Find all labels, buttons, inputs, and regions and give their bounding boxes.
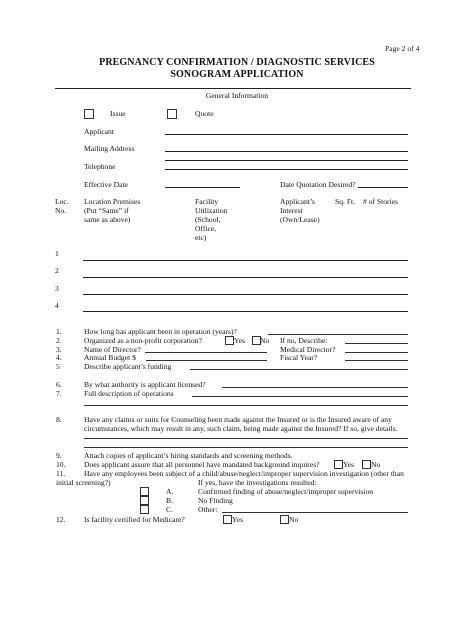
finding-b-checkbox[interactable] [140, 496, 149, 505]
claims-details-field-2[interactable] [84, 447, 408, 448]
telephone-field[interactable] [165, 169, 408, 170]
question-number: 10. [56, 460, 66, 469]
issue-label: Issue [110, 109, 126, 118]
license-authority-field[interactable] [222, 387, 408, 388]
location-number: 2 [55, 266, 59, 275]
yes-label: Yes [232, 515, 244, 524]
quote-label: Quote [195, 109, 214, 118]
question-text: Annual Budget $ [84, 353, 136, 362]
telephone-label: Telephone [84, 162, 116, 171]
utilization-header-5: etc) [195, 233, 207, 242]
question-text: circumstances, which may result in any, such claim, being made against the Insured? If so, give details. [84, 424, 398, 433]
option-letter: B. [166, 496, 173, 505]
question-number: 5 [56, 362, 60, 371]
applicant-field[interactable] [165, 134, 408, 135]
applicant-label: Applicant [84, 127, 114, 136]
option-letter: A. [166, 487, 174, 496]
utilization-header-1: Facility [195, 197, 219, 206]
director-name-field[interactable] [145, 352, 267, 353]
question-text: How long has applicant been in operation (years)? [84, 327, 237, 336]
mailing-address-field-2[interactable] [165, 160, 408, 161]
option-text: No Finding [198, 496, 233, 505]
other-finding-field[interactable] [222, 512, 408, 513]
nonprofit-yes-checkbox[interactable] [225, 336, 234, 345]
funding-field[interactable] [190, 369, 408, 370]
if-no-describe-label: If no, Describe: [280, 336, 328, 345]
question-number: 9. [56, 451, 62, 460]
interest-header-3: (Own/Lease) [280, 215, 320, 224]
operations-field-1[interactable] [192, 396, 408, 397]
question-text: Full description of operations [84, 389, 174, 398]
option-letter: C. [166, 505, 173, 514]
location-row-line[interactable] [83, 260, 408, 261]
medical-director-field[interactable] [345, 352, 408, 353]
question-text: Is facility certified for Medicare? [84, 515, 185, 524]
claims-details-field-1[interactable] [84, 438, 408, 439]
location-number: 1 [55, 249, 59, 258]
option-text: Confirmed finding of abuse/neglect/improper supervision [198, 487, 374, 496]
mailing-address-label: Mailing Address [84, 144, 135, 153]
form-title-line2: SONOGRAM APPLICATION [170, 69, 304, 80]
no-label: No [371, 460, 381, 469]
mailing-address-field-1[interactable] [165, 151, 408, 152]
header-divider [55, 88, 411, 89]
no-label: No [289, 515, 299, 524]
effective-date-label: Effective Date [84, 180, 128, 189]
nonprofit-describe-field[interactable] [345, 343, 408, 344]
question-text: If yes, have the investigations resulted: [198, 478, 317, 487]
question-text: Name of Director? [84, 345, 141, 354]
operations-field-2[interactable] [84, 405, 408, 406]
effective-date-field[interactable] [165, 187, 240, 188]
question-number: 1. [56, 327, 62, 336]
question-number: 11. [56, 469, 66, 478]
sqft-header: Sq. Ft. [335, 197, 356, 206]
loc-header-2: No. [55, 206, 67, 215]
no-label: No [260, 336, 270, 345]
location-number: 3 [55, 284, 59, 293]
question-text: Organized as a non-profit corporation? [84, 336, 202, 345]
question-text: Describe applicant’s funding [84, 362, 172, 371]
utilization-header-4: Office, [195, 224, 217, 233]
question-number: 8. [56, 415, 62, 424]
fiscal-year-field[interactable] [345, 360, 408, 361]
loc-header-1: Loc. [55, 197, 69, 206]
issue-checkbox[interactable] [84, 109, 94, 119]
question-text: Have any employees been subject of a child/abuse/neglect/improper supervision investigation (other than [84, 469, 404, 478]
interest-header-1: Applicant’s [280, 197, 316, 206]
question-number: 4. [56, 353, 62, 362]
premises-header-2: (Put “Same” if [84, 206, 129, 215]
premises-header-3: same as above) [84, 215, 131, 224]
location-row-line[interactable] [83, 294, 408, 295]
fiscal-year-label: Fiscal Year? [280, 353, 318, 362]
yes-label: Yes [343, 460, 355, 469]
location-row-line[interactable] [83, 311, 408, 312]
question-number: 6. [56, 380, 62, 389]
utilization-header-3: (School, [195, 215, 221, 224]
location-number: 4 [55, 301, 59, 310]
form-title-line1: PREGNANCY CONFIRMATION / DIAGNOSTIC SERVICES [99, 57, 375, 68]
date-quotation-field[interactable] [358, 187, 408, 188]
question-text: Attach copies of applicant’s hiring standards and screening methods. [84, 451, 293, 460]
annual-budget-field[interactable] [146, 360, 267, 361]
question-text: Does applicant assure that all personnel have mandated background inquires? [84, 460, 320, 469]
utilization-header-2: Utilization [195, 206, 228, 215]
location-row-line[interactable] [83, 277, 408, 278]
medical-director-label: Medical Director? [280, 345, 336, 354]
section-header: General Information [205, 91, 269, 100]
interest-header-2: Interest [280, 206, 303, 215]
years-operation-field[interactable] [268, 334, 408, 335]
yes-label: Yes [234, 336, 246, 345]
question-number: 12. [56, 515, 66, 524]
question-text: initial screening?) [56, 478, 111, 487]
question-text: Have any claims or suits for Counseling been made against the Insured or is the Insured aware of any [84, 415, 392, 424]
premises-header-1: Location Premises [84, 197, 141, 206]
question-number: 7. [56, 389, 62, 398]
background-yes-checkbox[interactable] [334, 460, 343, 469]
page-number: Page 2 of 4 [385, 44, 420, 53]
background-no-checkbox[interactable] [362, 460, 371, 469]
question-text: By what authority is applicant licensed? [84, 380, 206, 389]
stories-header: # of Stories [363, 197, 399, 206]
date-quotation-label: Date Quotation Desired? [280, 180, 356, 189]
finding-c-checkbox[interactable] [140, 505, 149, 514]
medicare-no-checkbox[interactable] [280, 515, 289, 524]
question-number: 2. [56, 336, 62, 345]
option-text: Other: [198, 505, 218, 514]
quote-checkbox[interactable] [167, 109, 177, 119]
medicare-yes-checkbox[interactable] [223, 515, 232, 524]
finding-a-checkbox[interactable] [140, 487, 149, 496]
question-number: 3. [56, 345, 62, 354]
